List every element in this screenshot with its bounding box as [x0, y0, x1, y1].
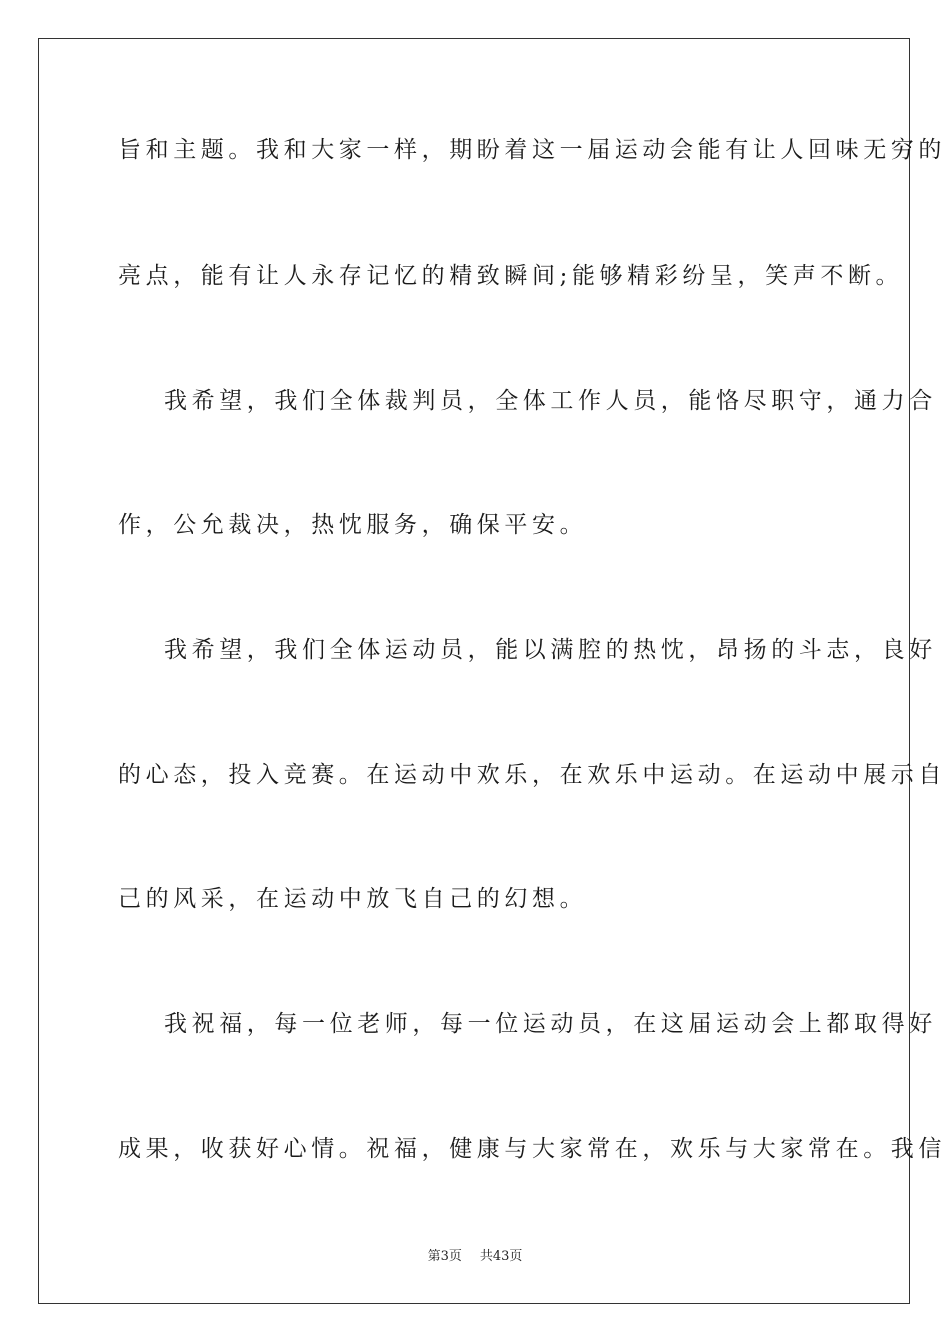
text-line-1: 旨和主题。我和大家一样，期盼着这一届运动会能有让人回味无穷的	[118, 137, 946, 163]
page-number-current: 第3页	[427, 1249, 462, 1264]
paragraph-line-8: 我祝福，每一位老师，每一位运动员，在这届运动会上都取得好	[164, 1011, 937, 1037]
page-number-total: 共43页	[479, 1249, 523, 1264]
text-line-7: 己的风采，在运动中放飞自己的幻想。	[118, 886, 588, 912]
text-line-6: 的心态，投入竞赛。在运动中欢乐，在欢乐中运动。在运动中展示自	[118, 762, 946, 788]
text-line-9: 成果，收获好心情。祝福，健康与大家常在，欢乐与大家常在。我信	[118, 1136, 946, 1162]
text-line-2: 亮点，能有让人永存记忆的精致瞬间;能够精彩纷呈，笑声不断。	[118, 263, 904, 289]
text-line-4: 作，公允裁决，热忱服务，确保平安。	[118, 512, 588, 538]
paragraph-line-5: 我希望，我们全体运动员，能以满腔的热忱，昂扬的斗志，良好	[164, 637, 937, 663]
page-border	[38, 38, 946, 1304]
page-footer	[0, 1248, 950, 1266]
paragraph-line-3: 我希望，我们全体裁判员，全体工作人员，能恪尽职守，通力合	[164, 388, 937, 414]
